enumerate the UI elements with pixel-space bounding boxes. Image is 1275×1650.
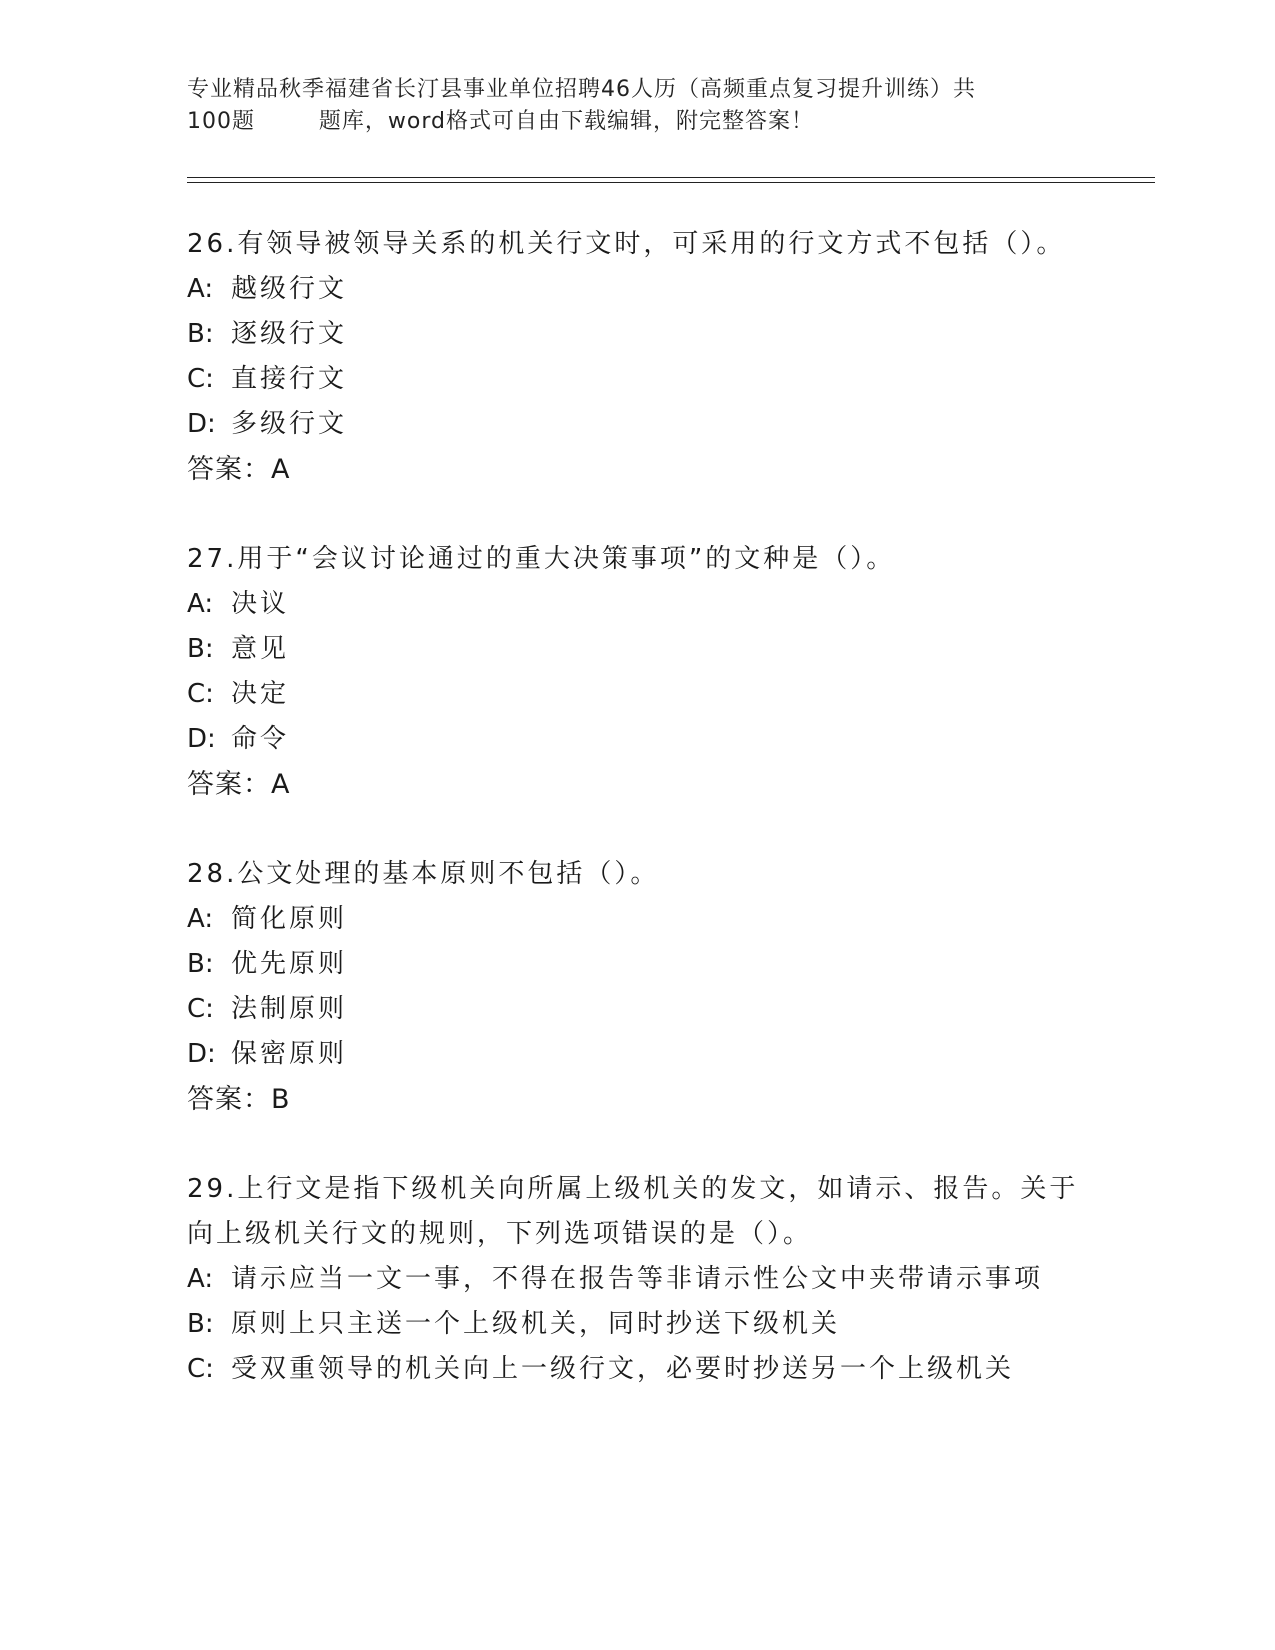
option-text: 直接行文 [231,364,348,394]
option-a [187,897,1087,942]
option-text: 保密原则 [231,1039,348,1069]
option-key: B: [187,634,214,664]
option-key: B: [187,319,214,349]
answer: 答案：A [187,769,291,800]
question-29 [187,1167,1087,1392]
option-text: 法制原则 [231,994,348,1024]
option-key: D: [187,1039,216,1069]
option-c [187,672,1087,717]
question-stem [187,537,1087,582]
question-stem [187,852,1087,897]
option-a [187,1257,1087,1302]
option-key: A: [187,589,214,619]
question-stem-line: 28.公文处理的基本原则不包括（）。 [187,859,660,889]
answer: 答案：B [187,1084,291,1115]
option-key: B: [187,949,214,979]
question-stem-line: 27.用于“会议讨论通过的重大决策事项”的文种是（）。 [187,544,896,574]
option-text: 决议 [231,589,290,619]
document-header [187,74,1067,138]
option-c [187,987,1087,1032]
header-line-1: 专业精品秋季福建省长汀县事业单位招聘46人历（高频重点复习提升训练）共 [187,77,976,102]
header-line-2: 100题 题库，word格式可自由下载编辑，附完整答案！ [187,109,815,134]
header-divider-bottom [187,182,1155,183]
option-text: 意见 [231,634,290,664]
option-text: 决定 [231,679,290,709]
option-a [187,582,1087,627]
option-d [187,1032,1087,1077]
answer: 答案：A [187,454,291,485]
option-key: C: [187,679,214,709]
option-text: 越级行文 [231,274,348,304]
option-b [187,1302,1087,1347]
question-28 [187,852,1087,1122]
option-b [187,312,1087,357]
option-text: 逐级行文 [231,319,348,349]
option-key: A: [187,1264,214,1294]
question-stem [187,1167,1087,1257]
question-stem-line: 29.上行文是指下级机关向所属上级机关的发文，如请示、报告。关于 [187,1174,1079,1204]
option-text: 原则上只主送一个上级机关，同时抄送下级机关 [231,1309,841,1339]
option-text: 请示应当一文一事，不得在报告等非请示性公文中夹带请示事项 [231,1264,1044,1294]
option-key: A: [187,904,214,934]
question-stem [187,222,1087,267]
question-27 [187,537,1087,807]
option-key: C: [187,994,214,1024]
option-key: B: [187,1309,214,1339]
option-key: D: [187,724,216,754]
option-c [187,1347,1087,1392]
option-d [187,717,1087,762]
option-text: 命令 [231,724,290,754]
question-26 [187,222,1087,492]
option-text: 简化原则 [231,904,348,934]
option-d [187,402,1087,447]
option-key: D: [187,409,216,439]
option-text: 受双重领导的机关向上一级行文，必要时抄送另一个上级机关 [231,1354,1015,1384]
option-key: C: [187,364,214,394]
question-stem-line: 26.有领导被领导关系的机关行文时，可采用的行文方式不包括（）。 [187,229,1066,259]
option-a [187,267,1087,312]
option-text: 优先原则 [231,949,348,979]
header-divider-top [187,177,1155,178]
option-key: C: [187,1354,214,1384]
option-b [187,942,1087,987]
option-c [187,357,1087,402]
option-key: A: [187,274,214,304]
question-stem-line: 向上级机关行文的规则，下列选项错误的是（）。 [187,1219,813,1249]
option-b [187,627,1087,672]
option-text: 多级行文 [231,409,348,439]
